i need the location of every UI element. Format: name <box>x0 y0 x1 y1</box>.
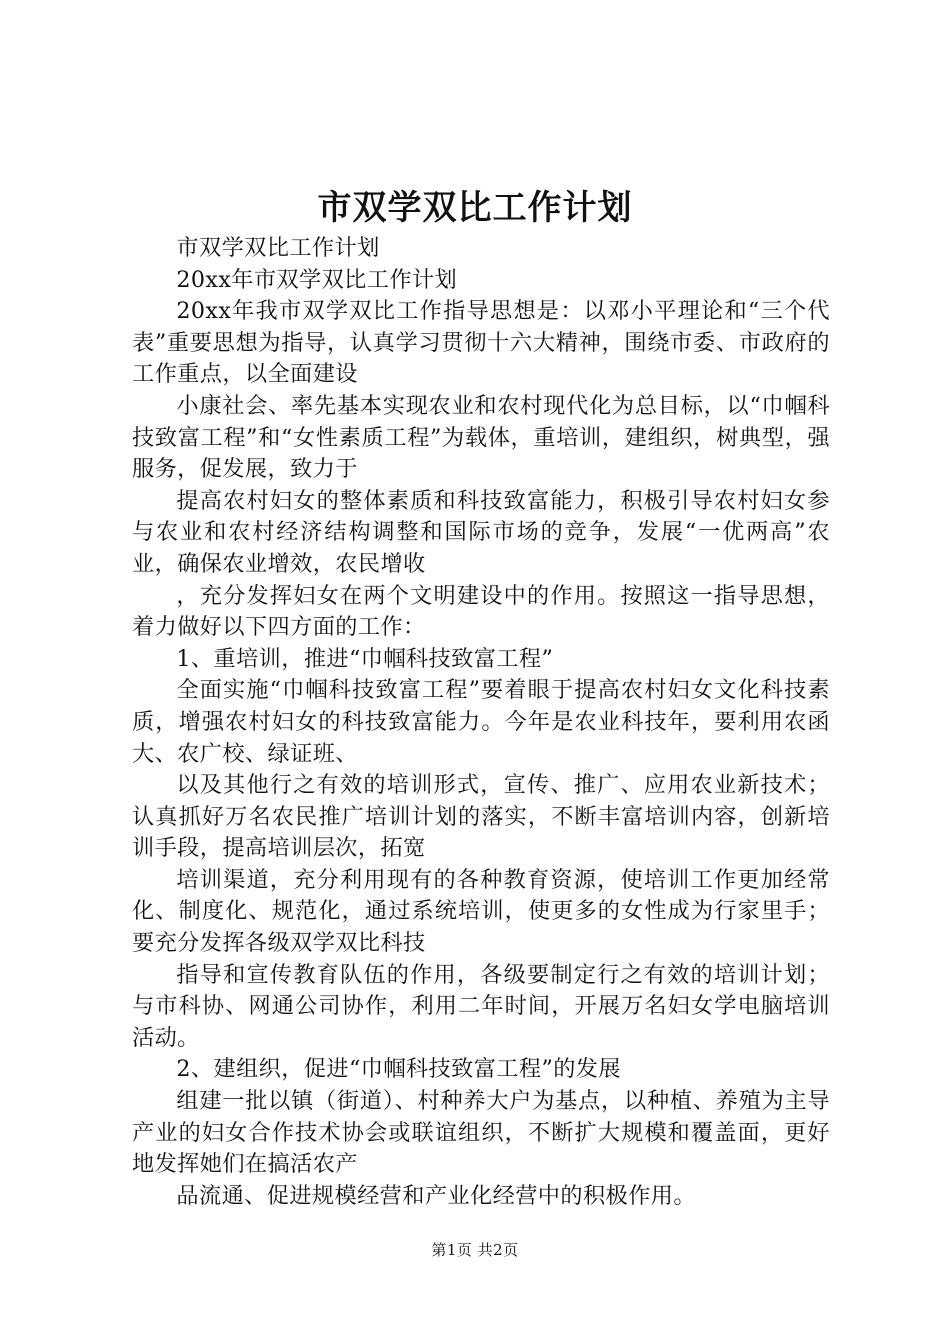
paragraph: 小康社会、率先基本实现农业和农村现代化为总目标，以“巾帼科技致富工程”和“女性素质工程”为载体，重培训，建组织，树典型，强服务，促发展，致力于 <box>132 392 830 483</box>
document-body <box>132 233 830 1212</box>
section-heading: 1、重培训，推进“巾帼科技致富工程” <box>176 645 554 672</box>
paragraph: 品流通、促进规模经营和产业化经营中的积极作用。 <box>176 1182 696 1209</box>
paragraph: ，充分发挥妇女在两个文明建设中的作用。按照这一指导思想，着力做好以下四方面的工作： <box>132 582 830 641</box>
section-heading: 2、建组织，促进“巾帼科技致富工程”的发展 <box>176 1056 621 1083</box>
page-number-footer: 第1页 共2页 <box>431 1241 519 1259</box>
document-title: 市双学双比工作计划 <box>317 188 633 228</box>
paragraph: 全面实施“巾帼科技致富工程”要着眼于提高农村妇女文化科技素质，增强农村妇女的科技致富能力。今年是农业科技年，要利用农函大、农广校、绿证班、 <box>132 677 830 767</box>
paragraph: 以及其他行之有效的培训形式，宣传、推广、应用农业新技术；认真抓好万名农民推广培训计划的落实，不断丰富培训内容，创新培训手段，提高培训层次，拓宽 <box>132 772 830 862</box>
paragraph: 组建一批以镇（街道）、村种养大户为基点，以种植、养殖为主导产业的妇女合作技术协会或联谊组织，不断扩大规模和覆盖面，更好地发挥她们在搞活农产 <box>132 1088 830 1178</box>
paragraph: 20xx年市双学双比工作计划 <box>176 266 458 293</box>
paragraph: 市双学双比工作计划 <box>176 235 380 261</box>
paragraph: 指导和宣传教育队伍的作用，各级要制定行之有效的培训计划；与市科协、网通公司协作，利用二年时间，开展万名妇女学电脑培训活动。 <box>132 961 830 1051</box>
paragraph: 20xx年我市双学双比工作指导思想是：以邓小平理论和“三个代表”重要思想为指导，认真学习贯彻十六大精神，围绕市委、市政府的工作重点，以全面建设 <box>132 298 830 388</box>
paragraph: 提高农村妇女的整体素质和科技致富能力，积极引导农村妇女参与农业和农村经济结构调整和国际市场的竞争，发展“一优两高”农业，确保农业增效，农民增收 <box>132 487 830 577</box>
paragraph: 培训渠道，充分利用现有的各种教育资源，使培训工作更加经常化、制度化、规范化，通过系统培训，使更多的女性成为行家里手；要充分发挥各级双学双比科技 <box>132 866 830 957</box>
